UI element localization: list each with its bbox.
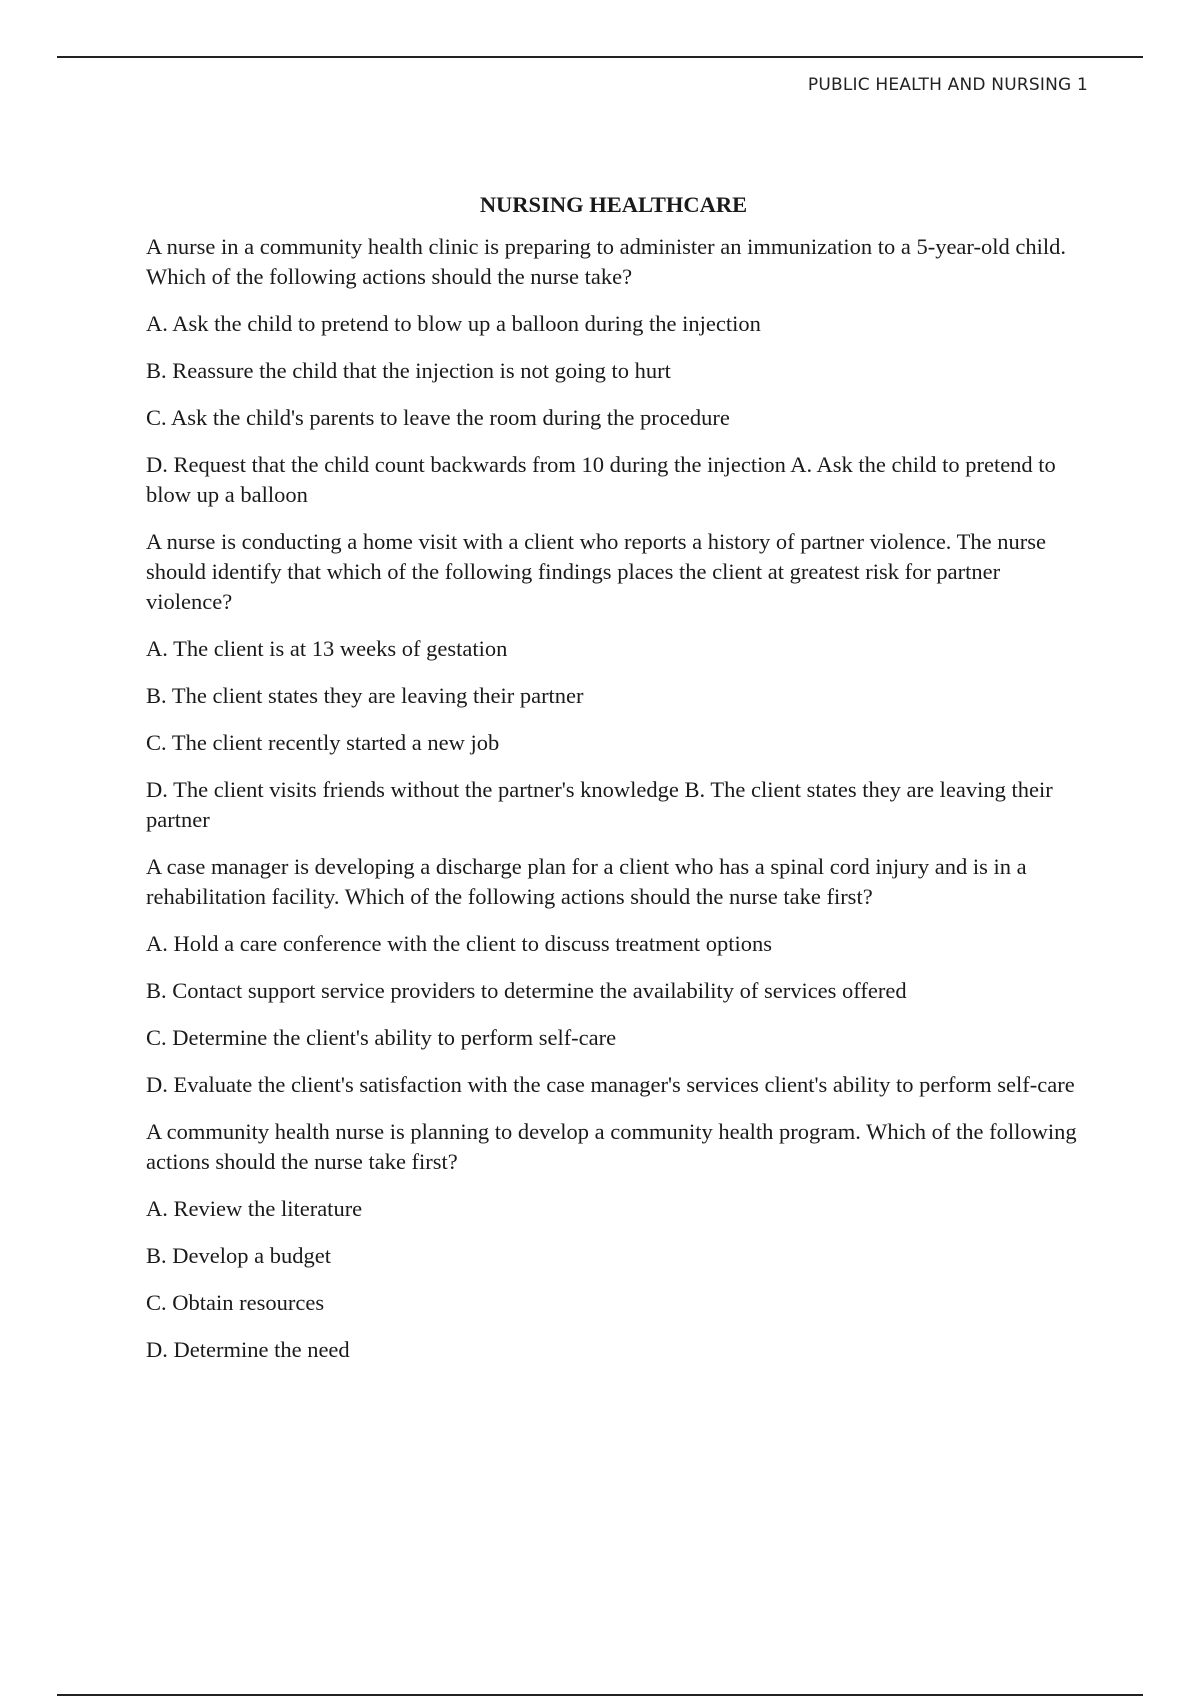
answer-option-a: A. The client is at 13 weeks of gestation [146, 636, 508, 661]
question-1 [146, 232, 1081, 510]
question-stem: A case manager is developing a discharge plan for a client who has a spinal cord injury and is in a rehabilitation facility. Which of the following actions should the nurse take first? [146, 854, 1027, 909]
question-4 [146, 1117, 1081, 1365]
question-3 [146, 852, 1081, 1100]
answer-option-c: C. Obtain resources [146, 1290, 325, 1315]
answer-option-a: A. Hold a care conference with the client to discuss treatment options [146, 931, 773, 956]
answer-option-c: C. Ask the child's parents to leave the room during the procedure [146, 405, 730, 430]
question-stem: A nurse is conducting a home visit with a client who reports a history of partner violence. The nurse should identify that which of the following findings places the client at greatest risk for partner violence? [146, 529, 1046, 614]
question-2 [146, 527, 1081, 835]
answer-option-a: A. Review the literature [146, 1196, 363, 1221]
answer-option-d: D. The client visits friends without the partner's knowledge B. The client states they are leaving their partner [146, 777, 1053, 832]
footer-rule [57, 1694, 1143, 1696]
answer-option-c: C. The client recently started a new job [146, 730, 500, 755]
answer-option-d: D. Request that the child count backwards from 10 during the injection A. Ask the child to pretend to blow up a balloon [146, 452, 1056, 507]
document-body [146, 190, 1081, 1382]
running-head: PUBLIC HEALTH AND NURSING 1 [807, 75, 1088, 95]
answer-option-d: D. Evaluate the client's satisfaction with the case manager's services client's ability to perform self-care [146, 1072, 1075, 1097]
answer-option-b: B. The client states they are leaving their partner [146, 683, 584, 708]
document-title: NURSING HEALTHCARE [479, 192, 748, 217]
answer-option-a: A. Ask the child to pretend to blow up a balloon during the injection [146, 311, 761, 336]
header-rule [57, 56, 1143, 58]
answer-option-d: D. Determine the need [146, 1337, 350, 1362]
question-stem: A community health nurse is planning to develop a community health program. Which of the following actions should the nurse take first? [146, 1119, 1077, 1174]
answer-option-c: C. Determine the client's ability to perform self-care [146, 1025, 617, 1050]
question-stem: A nurse in a community health clinic is preparing to administer an immunization to a 5-year-old child. Which of the following actions should the nurse take? [146, 234, 1066, 289]
answer-option-b: B. Reassure the child that the injection is not going to hurt [146, 358, 671, 383]
answer-option-b: B. Develop a budget [146, 1243, 331, 1268]
answer-option-b: B. Contact support service providers to determine the availability of services offered [146, 978, 907, 1003]
